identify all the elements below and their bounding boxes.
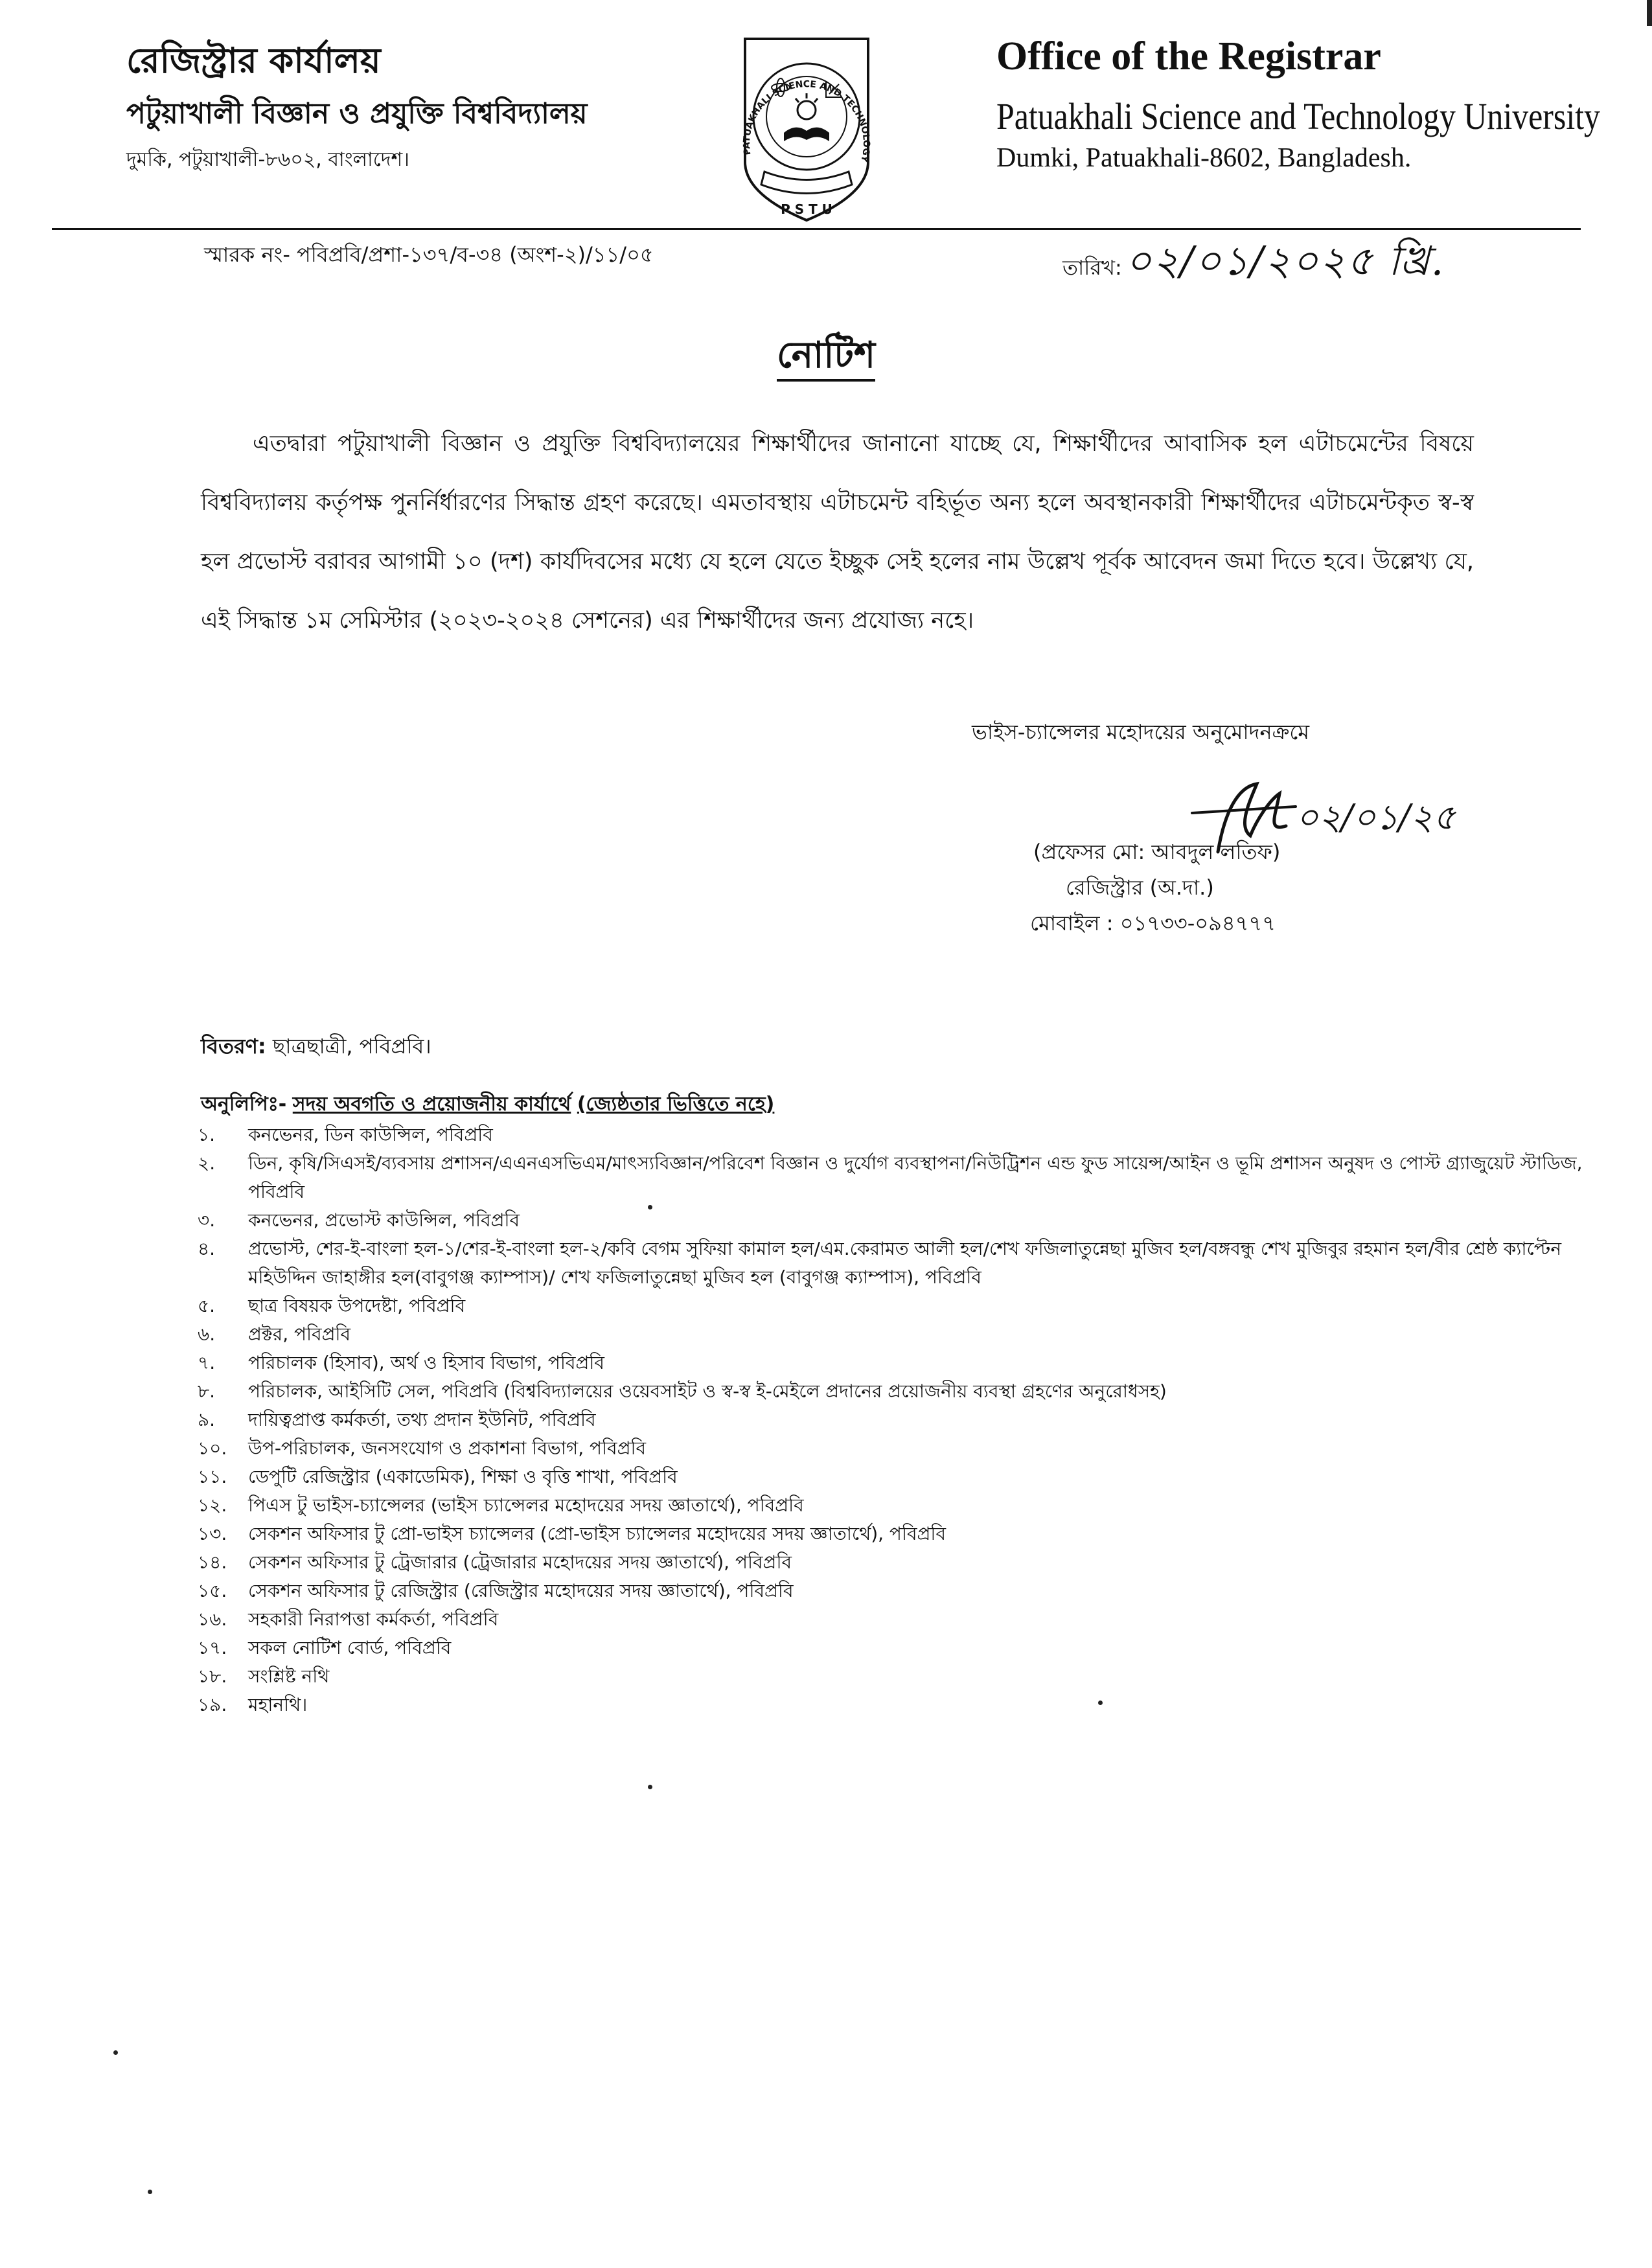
scan-speck — [648, 1785, 652, 1789]
distribution-label: বিতরণ: — [201, 1034, 266, 1059]
list-item: ৩. কনভেনর, প্রভোস্ট কাউন্সিল, পবিপ্রবি — [198, 1209, 520, 1231]
list-item: ৯. দায়িত্বপ্রাপ্ত কর্মকর্তা, তথ্য প্রদান ইউনিট, পবিপ্রবি — [198, 1409, 596, 1430]
memo-date — [1062, 231, 1445, 297]
svg-text:P S T U: P S T U — [781, 201, 832, 217]
signatory-name: (প্রফেসর মো: আবদুল লতিফ) — [1033, 840, 1281, 864]
list-item: ১১. ডেপুটি রেজিস্ট্রার (একাডেমিক), শিক্ষা ও বৃত্তি শাখা, পবিপ্রবি — [198, 1466, 678, 1487]
office-title-bn: রেজিস্ট্রার কার্যালয় — [126, 40, 381, 81]
notice-body: এতদ্বারা পটুয়াখালী বিজ্ঞান ও প্রযুক্তি বিশ্ববিদ্যালয়ের শিক্ষার্থীদের জানানো যাচ্ছে যে, শিক্ষার্থীদের আবাসিক হল এটাচমেন্টের বিষয়ে বিশ্ববিদ্যালয় কর্তৃপক্ষ পুনর্নির্ধারণের সিদ্ধান্ত গ্রহণ করেছে। এমতাবস্থায় এটাচমেন্ট বহির্ভূত অন্য হলে অবস্থানকারী শিক্ষার্থীদের এটাচমেন্টকৃত স্ব-স্ব হল প্রভোস্ট বরাবর আগামী ১০ (দশ) কার্যদিবসের মধ্যে যে হলে যেতে ইচ্ছুক সেই হলের নাম উল্লেখ পূর্বক আবেদন জমা দিতে হবে। উল্লেখ্য যে, এই সিদ্ধান্ত ১ম সেমিস্টার (২০২৩-২০২৪ সেশনের) এর শিক্ষার্থীদের জন্য প্রযোজ্য নহে। — [201, 431, 1474, 634]
notice-title: নোটিশ — [777, 334, 875, 382]
list-item: ১৫. সেকশন অফিসার টু রেজিস্ট্রার (রেজিস্ট্রার মহোদয়ের সদয় জ্ঞাতার্থে), পবিপ্রবি — [198, 1580, 794, 1601]
scan-speck — [148, 2190, 152, 2194]
scan-speck — [648, 1205, 652, 1209]
date-value-handwritten: ০২/০১/২০২৫ খ্রি. — [1125, 237, 1445, 284]
distribution-value: ছাত্রছাত্রী, পবিপ্রবি। — [272, 1034, 431, 1059]
address-bn: দুমকি, পটুয়াখালী-৮৬০২, বাংলাদেশ। — [126, 148, 410, 171]
notice-title-wrap — [0, 327, 1652, 388]
list-item: ৪. প্রভোস্ট, শের-ই-বাংলা হল-১/শের-ই-বাংলা হল-২/কবি বেগম সুফিয়া কামাল হল/এম.কেরামত আলী হল/শেখ ফজিলাতুন্নেছা মুজিব হল/বঙ্গবন্ধু শেখ মুজিবুর রহমান হল/বীর শ্রেষ্ঠ ক্যাপ্টেন মহিউদ্দিন জাহাঙ্গীর হল(বাবুগঞ্জ ক্যাম্পাস)/ শেখ ফজিলাতুন্নেছা মুজিব হল (বাবুগঞ্জ ক্যাম্পাস), পবিপ্রবি — [198, 1238, 1562, 1288]
list-item: ১৩. সেকশন অফিসার টু প্রো-ভাইস চ্যান্সেলর (প্রো-ভাইস চ্যান্সেলর মহোদয়ের সদয় জ্ঞাতার্থে), পবিপ্রবি — [198, 1523, 946, 1544]
list-item: ১৪. সেকশন অফিসার টু ট্রেজারার (ট্রেজারার মহোদয়ের সদয় জ্ঞাতার্থে), পবিপ্রবি — [198, 1552, 792, 1573]
scan-edge-mark — [1647, 0, 1652, 26]
copies-note: (জ্যেষ্ঠতার ভিত্তিতে নহে) — [577, 1093, 775, 1116]
office-title-en: Office of the Registrar — [996, 34, 1381, 78]
address-en: Dumki, Patuakhali-8602, Bangladesh. — [996, 143, 1412, 173]
memo-reference: স্মারক নং- পবিপ্রবি/প্রশা-১৩৭/ব-৩৪ (অংশ-২)/১১/০৫ — [204, 242, 654, 267]
scan-speck — [1098, 1701, 1103, 1705]
copies-intro: সদয় অবগতি ও প্রয়োজনীয় কার্যার্থে — [292, 1093, 571, 1116]
signatory-designation: রেজিস্ট্রার (অ.দা.) — [1066, 875, 1214, 900]
list-item: ১০. উপ-পরিচালক, জনসংযোগ ও প্রকাশনা বিভাগ, পবিপ্রবি — [198, 1438, 647, 1459]
svg-text:PATUAKHALI SCIENCE AND TECHNOL: PATUAKHALI SCIENCE AND TECHNOLOGY — [741, 79, 872, 163]
list-item: ১৭. সকল নোটিশ বোর্ড, পবিপ্রবি — [198, 1637, 452, 1658]
list-item: ১৯. মহানথি। — [198, 1694, 308, 1715]
university-name-bn: পটুয়াখালী বিজ্ঞান ও প্রযুক্তি বিশ্ববিদ্যালয় — [126, 97, 588, 130]
signature-date: ০২/০১/২৫ — [1296, 797, 1456, 838]
list-item: ১. কনভেনর, ডিন কাউন্সিল, পবিপ্রবি — [198, 1124, 493, 1145]
list-item: ১৮. সংশ্লিষ্ট নথি — [198, 1666, 330, 1687]
list-item: ১৬. সহকারী নিরাপত্তা কর্মকর্তা, পবিপ্রবি — [198, 1609, 499, 1630]
copies-list — [198, 1121, 1597, 1719]
header-divider — [52, 228, 1581, 230]
university-logo — [719, 26, 894, 233]
list-item: ১২. পিএস টু ভাইস-চ্যান্সেলর (ভাইস চ্যান্সেলর মহোদয়ের সদয় জ্ঞাতার্থে), পবিপ্রবি — [198, 1495, 804, 1516]
approval-line: ভাইস-চ্যান্সেলর মহোদয়ের অনুমোদনক্রমে — [972, 720, 1309, 744]
list-item: ২. ডিন, কৃষি/সিএসই/ব্যবসায় প্রশাসন/এএনএসভিএম/মাৎস্যবিজ্ঞান/পরিবেশ বিজ্ঞান ও দুর্যোগ ব্যবস্থাপনা/নিউট্রিশন এন্ড ফুড সায়েন্স/আইন ও ভূমি প্রশাসন অনুষদ ও পোস্ট গ্র্যাজুয়েট স্টাডিজ, পবিপ্রবি — [198, 1152, 1583, 1202]
list-item: ৫. ছাত্র বিষয়ক উপদেষ্টা, পবিপ্রবি — [198, 1295, 466, 1316]
date-label: তারিখ: — [1062, 255, 1122, 280]
distribution — [201, 1030, 431, 1065]
list-item: ৭. পরিচালক (হিসাব), অর্থ ও হিসাব বিভাগ, পবিপ্রবি — [198, 1352, 605, 1373]
copies-header — [201, 1088, 774, 1121]
list-item: ৮. পরিচালক, আইসিটি সেল, পবিপ্রবি (বিশ্ববিদ্যালয়ের ওয়েবসাইট ও স্ব-স্ব ই-মেইলে প্রদানের প্রয়োজনীয় ব্যবস্থা গ্রহণের অনুরোধসহ) — [198, 1380, 1167, 1402]
scan-speck — [113, 2050, 118, 2055]
list-item: ৬. প্রক্টর, পবিপ্রবি — [198, 1323, 351, 1345]
copies-label: অনুলিপিঃ- — [201, 1093, 287, 1116]
university-name-en: Patuakhali Science and Technology University — [996, 95, 1600, 137]
signatory-mobile: মোবাইল : ০১৭৩৩-০৯৪৭৭৭ — [1030, 911, 1276, 935]
